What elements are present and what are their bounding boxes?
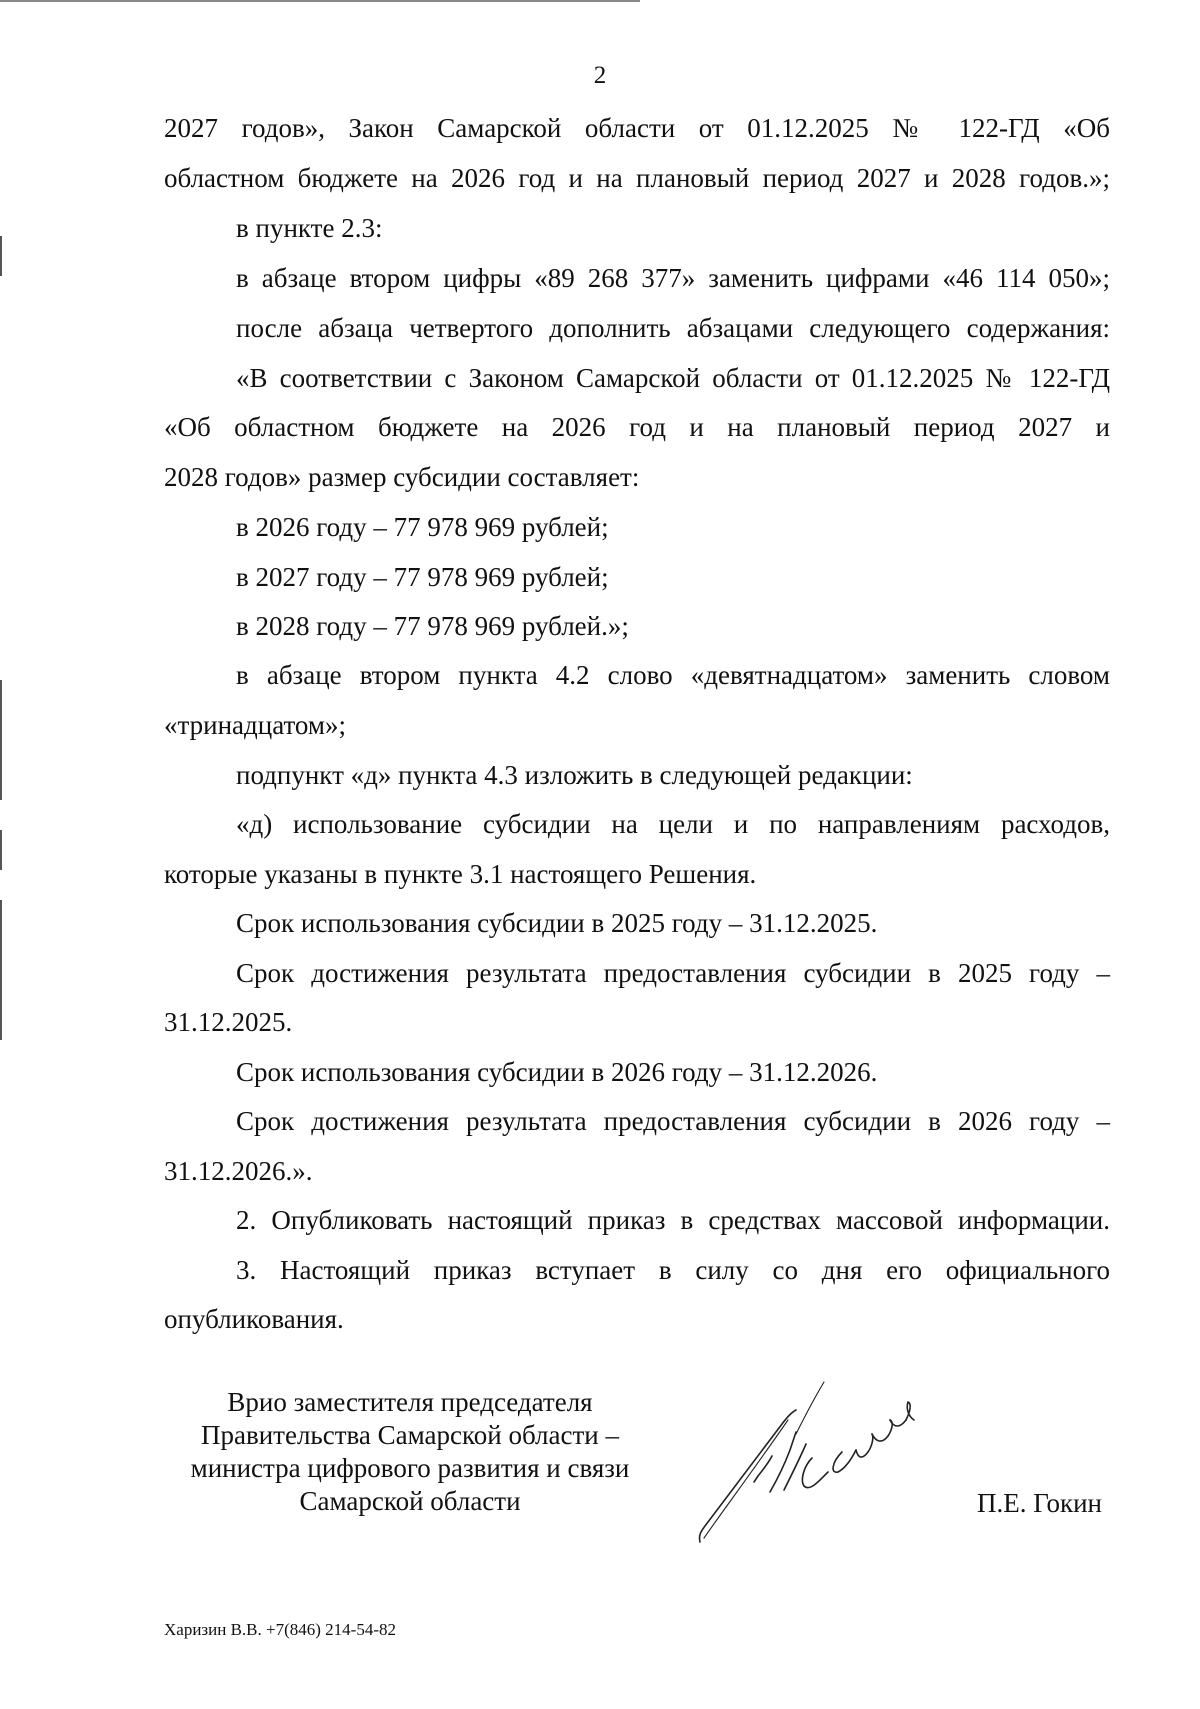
handwritten-signature-icon bbox=[692, 1362, 952, 1552]
signatory-position-line: Самарской области bbox=[299, 1486, 521, 1516]
body-line: опубликования. bbox=[164, 1304, 344, 1334]
body-line: «Об областном бюджете на 2026 год и на плановый период 2027 и bbox=[164, 412, 1110, 442]
body-line: в пункте 2.3: bbox=[236, 213, 383, 243]
page-number: 2 bbox=[593, 62, 607, 89]
signatory-position bbox=[160, 1386, 660, 1518]
body-line: «В соответствии с Законом Самарской области от 01.12.2025 № 122-ГД bbox=[236, 363, 1110, 393]
body-line: 2027 годов», Закон Самарской области от 01.12.2025 № 122-ГД «Об bbox=[164, 113, 1110, 143]
signatory-position-line: Врио заместителя председателя bbox=[227, 1387, 593, 1417]
contact-info: Харизин В.В. +7(846) 214-54-82 bbox=[164, 1620, 396, 1639]
body-line: Срок использования субсидии в 2025 году – 31.12.2025. bbox=[236, 908, 878, 938]
body-line: «д) использование субсидии на цели и по направлениям расходов, bbox=[236, 809, 1110, 839]
body-line: 31.12.2026.». bbox=[164, 1156, 313, 1186]
scan-margin-mark bbox=[0, 236, 2, 276]
scan-edge-line bbox=[0, 0, 640, 2]
body-line: подпункт «д» пункта 4.3 изложить в следующей редакции: bbox=[236, 760, 913, 790]
body-line: в абзаце втором пункта 4.2 слово «девятнадцатом» заменить словом bbox=[236, 660, 1110, 690]
scan-margin-mark bbox=[0, 680, 2, 800]
scan-margin-mark bbox=[0, 900, 2, 1040]
body-line: в 2028 году – 77 978 969 рублей.»; bbox=[236, 611, 629, 641]
body-line: Срок достижения результата предоставления субсидии в 2025 году – bbox=[236, 958, 1110, 988]
body-line: областном бюджете на 2026 год и на плановый период 2027 и 2028 годов.»; bbox=[164, 163, 1110, 193]
body-line: 31.12.2025. bbox=[164, 1007, 293, 1037]
body-line: после абзаца четвертого дополнить абзацами следующего содержания: bbox=[236, 313, 1110, 343]
signatory-position-line: Правительства Самарской области – bbox=[201, 1420, 619, 1450]
body-line: «тринадцатом»; bbox=[164, 710, 346, 740]
body-line: Срок достижения результата предоставления субсидии в 2026 году – bbox=[236, 1106, 1110, 1136]
body-line: Срок использования субсидии в 2026 году – 31.12.2026. bbox=[236, 1057, 878, 1087]
scan-margin-mark bbox=[0, 830, 2, 870]
body-line: в 2026 году – 77 978 969 рублей; bbox=[236, 512, 609, 542]
body-line: 2. Опубликовать настоящий приказ в средствах массовой информации. bbox=[236, 1205, 1110, 1235]
body-line: в 2027 году – 77 978 969 рублей; bbox=[236, 562, 609, 592]
signer-name: П.Е. Гокин bbox=[977, 1488, 1102, 1518]
signatory-position-line: министра цифрового развития и связи bbox=[190, 1453, 630, 1483]
body-line: которые указаны в пункте 3.1 настоящего Решения. bbox=[164, 859, 757, 889]
body-line: в абзаце втором цифры «89 268 377» заменить цифрами «46 114 050»; bbox=[236, 263, 1110, 293]
body-line: 2028 годов» размер субсидии составляет: bbox=[164, 462, 640, 492]
body-line: 3. Настоящий приказ вступает в силу со дня его официального bbox=[236, 1255, 1110, 1285]
